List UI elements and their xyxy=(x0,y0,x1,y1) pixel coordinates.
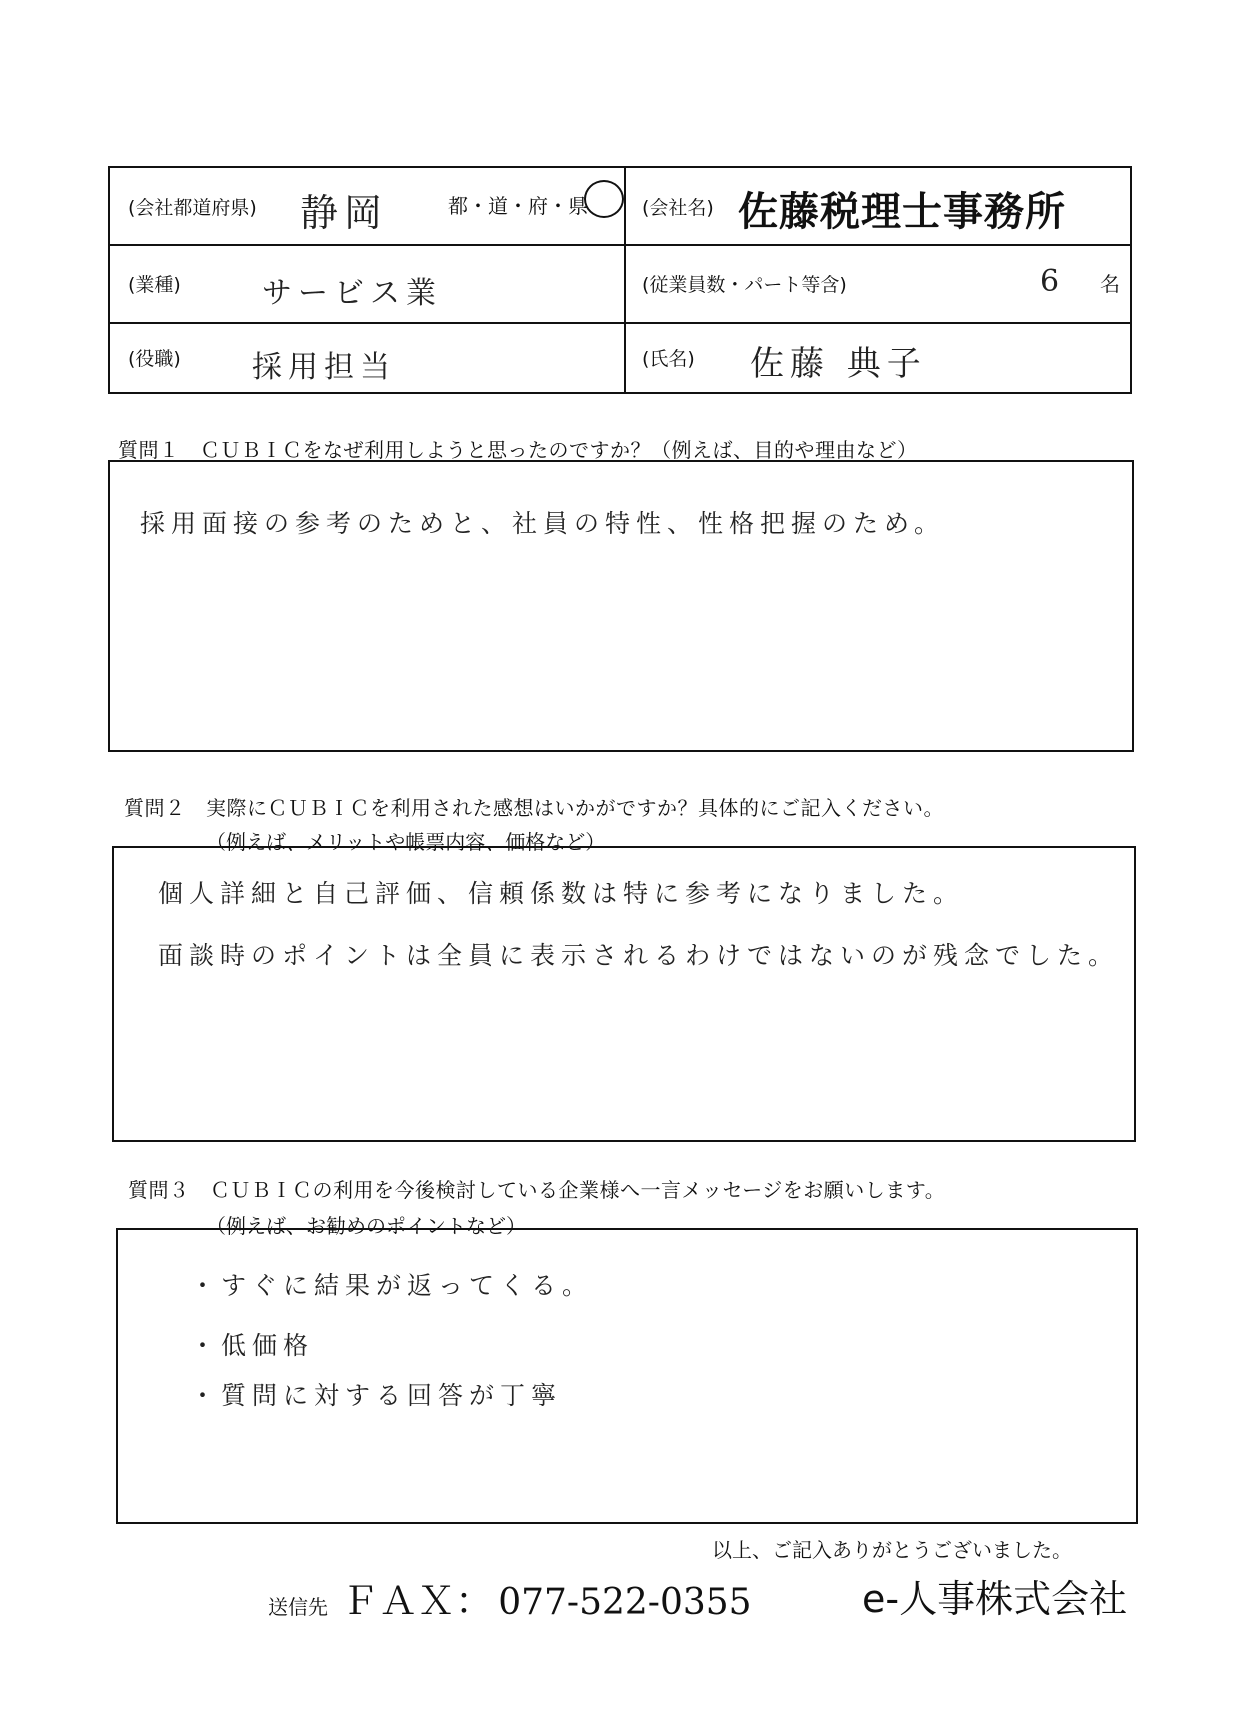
question-3-answer-line: ・質問に対する回答が丁寧 xyxy=(190,1381,563,1410)
name-label: (氏名) xyxy=(642,348,695,370)
company-cell xyxy=(626,168,1130,244)
question-3-answer-box xyxy=(116,1228,1138,1524)
question-3-answer-line: ・すぐに結果が返ってくる。 xyxy=(190,1271,594,1300)
employees-cell xyxy=(626,246,1130,322)
question-3-title: 質問３ ＣＵＢＩＣの利用を今後検討している企業様へ一言メッセージをお願いします。 xyxy=(128,1178,946,1202)
company-name-stamp: 佐藤税理士事務所 xyxy=(738,188,1066,235)
prefecture-cell xyxy=(110,168,624,244)
employees-label: (従業員数・パート等含) xyxy=(642,274,847,296)
employees-value: 6 xyxy=(1040,264,1066,299)
recipient-company: e-人事株式会社 xyxy=(862,1577,1128,1621)
question-1-title: 質問１ ＣＵＢＩＣをなぜ利用しようと思ったのですか？（例えば、目的や理由など） xyxy=(118,438,918,462)
industry-label: (業種) xyxy=(128,274,181,296)
send-to-label: 送信先 xyxy=(268,1595,328,1619)
position-label: (役職) xyxy=(128,348,181,370)
question-1-answer-box xyxy=(108,460,1134,752)
prefecture-ken-circled: 県 xyxy=(568,194,588,218)
fax-line xyxy=(268,1570,752,1625)
prefecture-suffixes: 都・道・府・県 xyxy=(448,194,588,218)
thanks-message: 以上、ご記入ありがとうございました。 xyxy=(712,1538,1072,1562)
question-2-answer-box xyxy=(112,846,1136,1142)
industry-value: サービス業 xyxy=(262,276,442,311)
question-2-answer-line: 個人詳細と自己評価、信頼係数は特に参考になりました。 xyxy=(158,879,965,908)
employees-unit: 名 xyxy=(1100,272,1120,296)
name-value: 佐藤 典子 xyxy=(750,344,927,384)
company-info-table xyxy=(108,166,1132,394)
question-2-subtitle: （例えば、メリットや帳票内容、価格など） xyxy=(206,830,606,854)
selection-circle-mark xyxy=(584,180,624,218)
question-3-subtitle: （例えば、お勧めのポイントなど） xyxy=(206,1214,526,1238)
question-3-answer-line: ・低価格 xyxy=(190,1331,315,1360)
fax-number: 077-522-0355 xyxy=(498,1582,752,1623)
fax-label: ＦＡＸ： xyxy=(341,1579,494,1623)
question-2-answer-line: 面談時のポイントは全員に表示されるわけではないのが残念でした。 xyxy=(158,941,1120,970)
industry-cell xyxy=(110,246,624,322)
prefecture-value: 静岡 xyxy=(300,191,389,235)
prefecture-label: (会社都道府県) xyxy=(128,197,257,219)
question-1-answer-line: 採用面接の参考のためと、社員の特性、性格把握のため。 xyxy=(140,509,946,538)
name-cell xyxy=(626,324,1130,392)
position-cell xyxy=(110,324,624,392)
position-value: 採用担当 xyxy=(252,350,396,385)
question-2-title: 質問２ 実際にＣＵＢＩＣを利用された感想はいかがですか？具体的にご記入ください。 xyxy=(124,796,944,820)
company-label: (会社名) xyxy=(642,197,714,219)
